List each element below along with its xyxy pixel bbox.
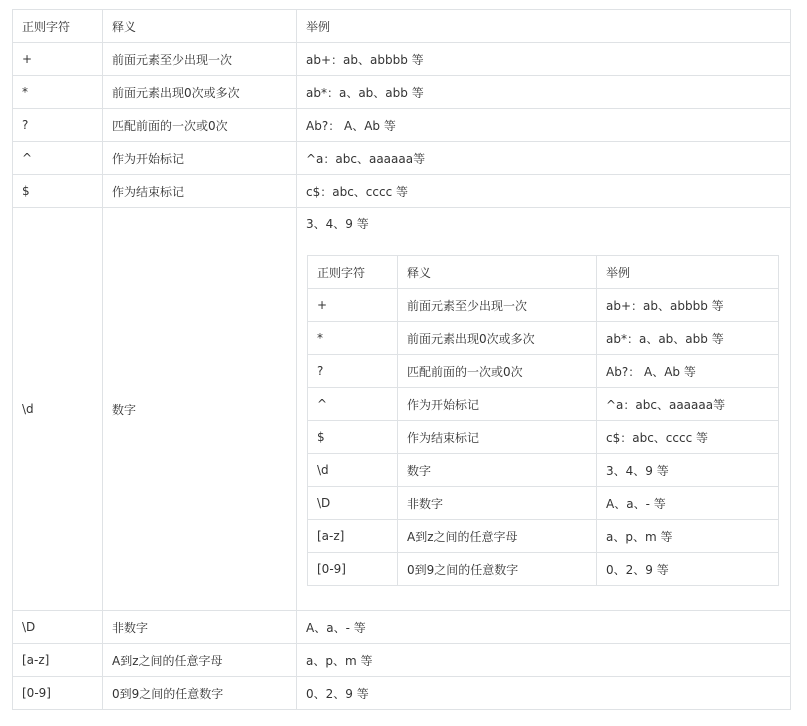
regex-char-cell: [0-9] [308, 553, 398, 586]
nested-table-row [308, 553, 779, 586]
example-cell: ab*：a、ab、abb 等 [297, 76, 791, 109]
regex-char-cell: ^ [13, 142, 103, 175]
table-row [13, 677, 791, 710]
regex-char-cell: ^ [308, 388, 398, 421]
example-cell: Ab?： A、Ab 等 [297, 109, 791, 142]
example-cell: a、p、m 等 [597, 520, 779, 553]
table-row [13, 142, 791, 175]
meaning-cell: 非数字 [103, 611, 297, 644]
example-cell: ^a：abc、aaaaaa等 [297, 142, 791, 175]
meaning-cell: 作为开始标记 [103, 142, 297, 175]
regex-char-cell: [a-z] [13, 644, 103, 677]
nested-table-row [308, 454, 779, 487]
nested-table-header-row [308, 256, 779, 289]
meaning-cell: 0到9之间的任意数字 [103, 677, 297, 710]
regex-char-cell: * [308, 322, 398, 355]
example-cell: 举例 [297, 10, 791, 43]
nested-table-row [308, 520, 779, 553]
example-cell-with-nested-table [297, 208, 791, 611]
example-cell: a、p、m 等 [297, 644, 791, 677]
example-cell: A、a、- 等 [597, 487, 779, 520]
table-header-row [13, 10, 791, 43]
example-cell: 3、4、9 等 [597, 454, 779, 487]
nested-regex-table [307, 255, 779, 586]
meaning-cell: A到z之间的任意字母 [398, 520, 597, 553]
meaning-cell: 匹配前面的一次或0次 [103, 109, 297, 142]
table-row [13, 109, 791, 142]
example-cell: ab+：ab、abbbb 等 [297, 43, 791, 76]
meaning-cell: 作为结束标记 [103, 175, 297, 208]
table-row [13, 43, 791, 76]
meaning-cell: 释义 [398, 256, 597, 289]
regex-char-cell: ? [13, 109, 103, 142]
meaning-cell: 非数字 [398, 487, 597, 520]
meaning-cell: 0到9之间的任意数字 [398, 553, 597, 586]
meaning-cell: 前面元素出现0次或多次 [398, 322, 597, 355]
example-cell: ab*：a、ab、abb 等 [597, 322, 779, 355]
regex-char-cell: * [13, 76, 103, 109]
regex-char-cell: \d [308, 454, 398, 487]
nested-table-row [308, 289, 779, 322]
regex-char-cell: \D [13, 611, 103, 644]
regex-char-cell: [a-z] [308, 520, 398, 553]
meaning-cell: 作为开始标记 [398, 388, 597, 421]
example-text: 3、4、9 等 [306, 217, 369, 231]
table-row-nested [13, 208, 791, 611]
example-cell: A、a、- 等 [297, 611, 791, 644]
regex-table [12, 9, 791, 710]
nested-table-row [308, 355, 779, 388]
regex-char-cell: \d [13, 208, 103, 611]
table-row [13, 644, 791, 677]
regex-char-cell: $ [13, 175, 103, 208]
table-row [13, 76, 791, 109]
meaning-cell: 数字 [103, 208, 297, 611]
example-cell: Ab?： A、Ab 等 [597, 355, 779, 388]
nested-table-row [308, 421, 779, 454]
example-cell: c$：abc、cccc 等 [597, 421, 779, 454]
regex-char-cell: \D [308, 487, 398, 520]
meaning-cell: 作为结束标记 [398, 421, 597, 454]
regex-char-cell: 正则字符 [13, 10, 103, 43]
table-row [13, 175, 791, 208]
meaning-cell: 数字 [398, 454, 597, 487]
regex-table-body [13, 10, 791, 710]
regex-char-cell: [0-9] [13, 677, 103, 710]
meaning-cell: 前面元素出现0次或多次 [103, 76, 297, 109]
example-cell: 0、2、9 等 [297, 677, 791, 710]
nested-table-row [308, 388, 779, 421]
table-row [13, 611, 791, 644]
meaning-cell: A到z之间的任意字母 [103, 644, 297, 677]
regex-char-cell: $ [308, 421, 398, 454]
meaning-cell: 匹配前面的一次或0次 [398, 355, 597, 388]
meaning-cell: 释义 [103, 10, 297, 43]
example-cell: c$：abc、cccc 等 [297, 175, 791, 208]
regex-char-cell: + [13, 43, 103, 76]
meaning-cell: 前面元素至少出现一次 [398, 289, 597, 322]
nested-table-row [308, 322, 779, 355]
regex-char-cell: ? [308, 355, 398, 388]
example-cell: ab+：ab、abbbb 等 [597, 289, 779, 322]
nested-table-row [308, 487, 779, 520]
regex-char-cell: 正则字符 [308, 256, 398, 289]
example-cell: ^a：abc、aaaaaa等 [597, 388, 779, 421]
example-cell: 0、2、9 等 [597, 553, 779, 586]
example-cell: 举例 [597, 256, 779, 289]
regex-char-cell: + [308, 289, 398, 322]
meaning-cell: 前面元素至少出现一次 [103, 43, 297, 76]
